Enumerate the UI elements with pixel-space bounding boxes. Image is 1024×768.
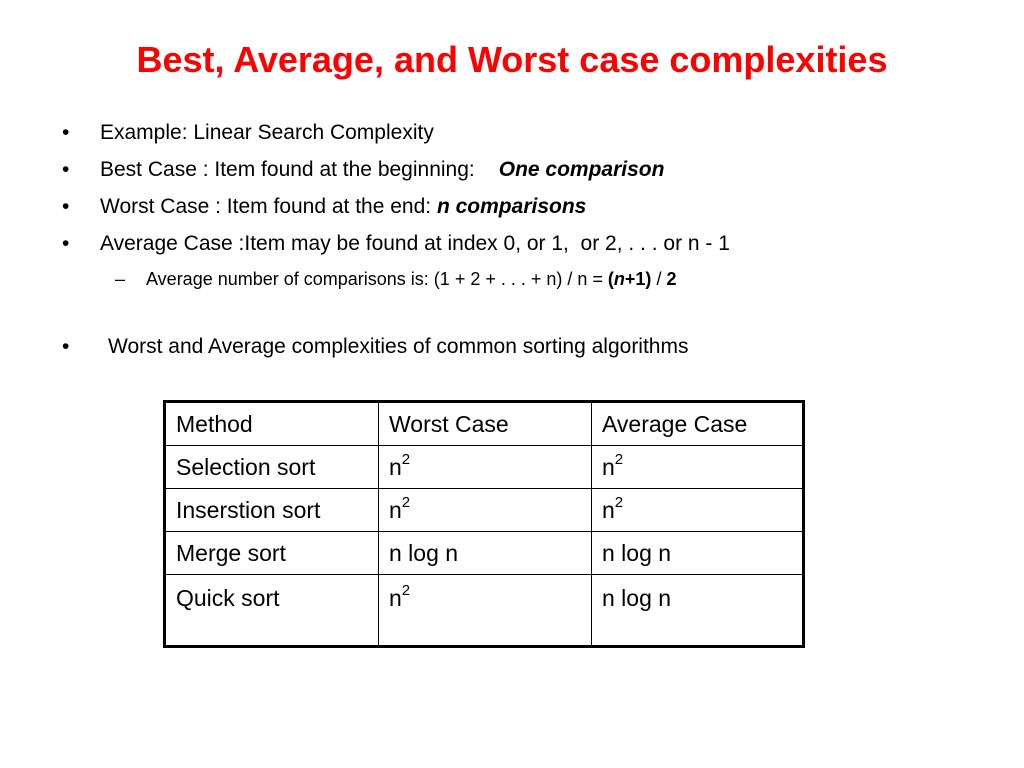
column-header-method: Method	[165, 402, 379, 446]
average-comparisons-label: Average number of comparisons is: (1 + 2 + . . . + n) / n	[146, 269, 588, 289]
bullet-marker: •	[62, 195, 70, 218]
average-case-cell: n log n	[592, 532, 804, 575]
table-row	[165, 532, 804, 575]
column-header-average-case: Average Case	[592, 402, 804, 446]
table-row	[165, 446, 804, 489]
formula-variable: n	[613, 269, 625, 289]
worst-case-cell: $n^2$	[379, 489, 592, 532]
formula-divisor: 2	[661, 269, 677, 289]
method-cell: Selection sort	[165, 446, 379, 489]
bullet-marker: •	[62, 232, 70, 255]
bullet-text	[100, 157, 664, 183]
bullet-marker: •	[62, 121, 70, 144]
average-case-cell: $n^2$	[592, 489, 804, 532]
method-cell: Quick sort	[165, 575, 379, 647]
method-cell: Inserstion sort	[165, 489, 379, 532]
bullet-text	[100, 194, 586, 220]
bullet-marker: •	[62, 335, 70, 358]
formula-open-paren: (	[607, 269, 614, 289]
equals-sign: =	[587, 269, 608, 289]
sub-bullet-text	[146, 268, 676, 290]
average-case-cell: $n^2$	[592, 446, 804, 489]
average-case-cell: n log n	[592, 575, 804, 647]
bullet-text: Average Case :Item may be found at index 0, or 1, or 2, . . . or n - 1	[100, 232, 730, 255]
best-case-label: Best Case : Item found at the beginning:	[100, 158, 475, 181]
worst-case-cell: $n^2$	[379, 446, 592, 489]
slide-title: Best, Average, and Worst case complexities	[136, 39, 888, 80]
table-header-row	[165, 402, 804, 446]
worst-case-cell: n log n	[379, 532, 592, 575]
worst-case-label: Worst Case : Item found at the end:	[100, 195, 437, 218]
best-case-emphasis: One comparison	[498, 158, 665, 181]
formula-plus-one: +1)	[624, 269, 657, 289]
bullet-text: Example: Linear Search Complexity	[100, 121, 434, 144]
method-cell: Merge sort	[165, 532, 379, 575]
table-row	[165, 489, 804, 532]
formula-slash: /	[656, 269, 662, 289]
worst-case-emphasis: n comparisons	[436, 195, 587, 218]
complexity-table	[163, 400, 805, 648]
sub-bullet-marker: –	[115, 269, 126, 289]
column-header-worst-case: Worst Case	[379, 402, 592, 446]
table-row	[165, 575, 804, 647]
bullet-text: Worst and Average complexities of common sorting algorithms	[108, 335, 689, 358]
bullet-marker: •	[62, 158, 70, 181]
worst-case-cell: $n^2$	[379, 575, 592, 647]
